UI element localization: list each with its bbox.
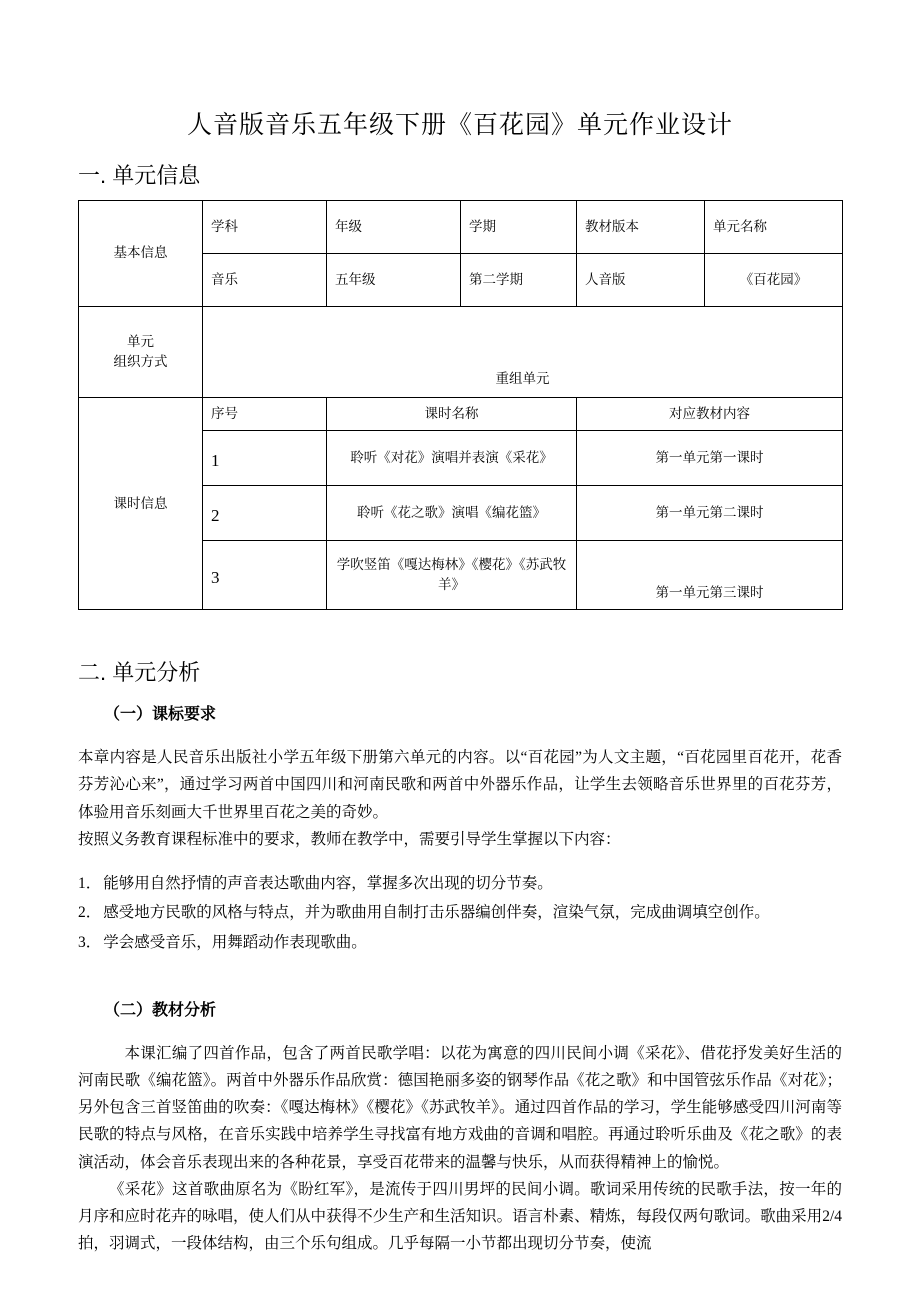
standard-requirements-paragraph-1: 本章内容是人民音乐出版社小学五年级下册第六单元的内容。以“百花园”为人文主题，“百花园里百花开，花香芬芳沁心来”，通过学习两首中国四川和河南民歌和两首中外器乐作品，让学生去领略音乐世界里的百花芬芳，体验用音乐刻画大千世界里百花之美的奇妙。 [78, 749, 842, 821]
unit-organization-label-line2: 组织方式 [113, 354, 168, 369]
lesson-name-1: 聆听《对花》演唱并表演《采花》 [327, 431, 577, 486]
standard-requirements-paragraph-2: 按照义务教育课程标准中的要求，教师在教学中，需要引导学生掌握以下内容： [78, 830, 621, 848]
lesson-map-1: 第一单元第一课时 [577, 431, 843, 486]
lesson-no-1: 1 [203, 431, 327, 486]
lesson-header-no: 序号 [203, 398, 327, 431]
requirement-text-2: 感受地方民歌的风格与特点，并为歌曲用自制打击乐器编创伴奏，渲染气氛，完成曲调填空创作。 [103, 904, 770, 922]
header-grade: 年级 [327, 201, 461, 254]
header-unit-name: 单元名称 [705, 201, 843, 254]
lesson-no-2: 2 [203, 486, 327, 541]
lesson-map-3: 第一单元第三课时 [577, 541, 843, 610]
unit-organization-value: 重组单元 [203, 307, 843, 398]
textbook-analysis-paragraph-1: 本课汇编了四首作品，包含了两首民歌学唱：以花为寓意的四川民间小调《采花》、借花抒发美好生活的河南民歌《编花篮》。两首中外器乐作品欣赏：德国艳丽多姿的钢琴作品《花之歌》和中国管弦乐作品《对花》；另外包含三首竖笛曲的吹奏：《嘎达梅林》《樱花》《苏武牧羊》。通过四首作品的学习，学生能够感受四川河南等民歌的特点与风格，在音乐实践中培养学生寻找富有地方戏曲的音调和唱腔。再通过聆听乐曲及《花之歌》的表演活动，体会音乐表现出来的各种花景，享受百花带来的温馨与快乐，从而获得精神上的愉悦。 [78, 1045, 842, 1171]
unit-organization-label-line1: 单元 [127, 333, 154, 349]
unit-organization-label [79, 307, 203, 398]
section-heading-unit-info: 一. 单元信息 [78, 163, 201, 188]
page-title: 人音版音乐五年级下册《百花园》单元作业设计 [186, 111, 733, 139]
basic-info-label: 基本信息 [79, 201, 203, 307]
list-item [78, 869, 842, 898]
lesson-name-3: 学吹竖笛《嘎达梅林》《樱花》《苏武牧羊》 [327, 541, 577, 610]
section-heading-unit-analysis: 二. 单元分析 [78, 660, 201, 686]
table-row [79, 201, 843, 254]
value-term: 第二学期 [461, 254, 577, 307]
requirement-number-3: 3． [78, 933, 102, 951]
lesson-header-name: 课时名称 [327, 398, 577, 431]
list-item [78, 898, 842, 927]
requirement-text-3: 学会感受音乐，用舞蹈动作表现歌曲。 [103, 933, 367, 951]
lesson-name-2: 聆听《花之歌》演唱《编花篮》 [327, 486, 577, 541]
textbook-analysis-paragraph-2: 《采花》这首歌曲原名为《盼红军》，是流传于四川男坪的民间小调。歌词采用传统的民歌手法，按一年的月序和应时花卉的咏唱，使人们从中获得不少生产和生活知识。语言朴素、精炼，每段仅两句歌词。歌曲采用2/4拍，羽调式，一段体结构，由三个乐句组成。几乎每隔一小节都出现切分节奏，使流 [78, 1180, 842, 1252]
lesson-map-2: 第一单元第二课时 [577, 486, 843, 541]
table-row [79, 307, 843, 398]
subsection-heading-standard-requirements: （一）课标要求 [104, 706, 217, 724]
lesson-no-3: 3 [203, 541, 327, 610]
list-item [78, 928, 842, 957]
requirement-number-1: 1． [78, 874, 102, 892]
subsection-heading-textbook-analysis: （二）教材分析 [104, 1002, 217, 1020]
table-row [79, 398, 843, 431]
requirement-text-1: 能够用自然抒情的声音表达歌曲内容，掌握多次出现的切分节奏。 [103, 874, 553, 892]
value-textbook-version: 人音版 [577, 254, 705, 307]
lesson-header-map: 对应教材内容 [577, 398, 843, 431]
value-subject: 音乐 [203, 254, 327, 307]
header-subject: 学科 [203, 201, 327, 254]
unit-info-table [78, 200, 843, 610]
lesson-info-label: 课时信息 [79, 398, 203, 610]
requirement-number-2: 2． [78, 904, 102, 922]
header-textbook-version: 教材版本 [577, 201, 705, 254]
requirements-list [78, 869, 842, 957]
header-term: 学期 [461, 201, 577, 254]
value-grade: 五年级 [327, 254, 461, 307]
value-unit-name: 《百花园》 [705, 254, 843, 307]
